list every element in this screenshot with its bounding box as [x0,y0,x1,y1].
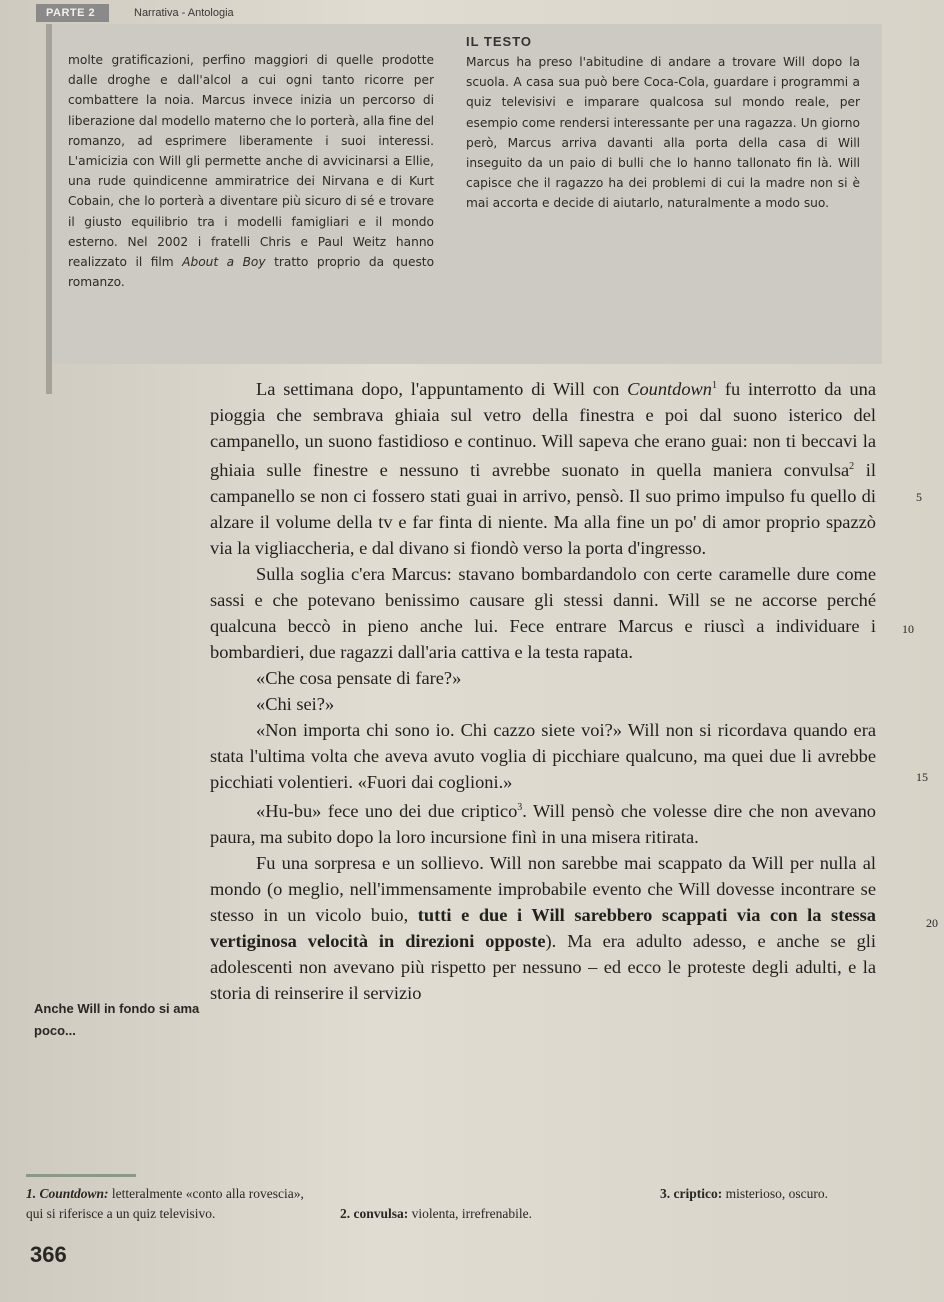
footnote-rule [26,1174,136,1177]
intro-left-text-end: tratto proprio da questo romanzo. [68,255,435,290]
paragraph-1 [210,373,876,561]
p6-text-b: . Will pensò che volesse dire che non avevano paura, ma subito dopo la loro incursione finì in una misera ritirata. [210,801,876,848]
p7-bold-text: tutti e due i Will sarebbero scappati via con la stessa vertiginosa velocità in direzioni opposte [210,905,876,952]
line-number-20: 20 [926,916,938,930]
footnote-mark-3: 3 [517,802,523,814]
paragraph-2: Sulla soglia c'era Marcus: stavano bombardandolo con certe caramelle dure come sassi e che potevano benissimo causare gli stessi danni. Will se ne accorse perché qualcuna beccò in pieno anche lui. Fece entrare Marcus e riuscì a individuare i bombardieri, due ragazzi dall'aria cattiva e la testa rapata. [210,564,876,663]
p1-text-a: La settimana dopo, l'appuntamento di Will con [256,379,628,400]
line-number-5: 5 [916,490,922,504]
footnote-3-label: 3. criptico: [660,1186,723,1201]
p7-text-a: Fu una sorpresa e un sollievo. Will non sarebbe mai scappato da Will per nulla al mondo (o meglio, nell'immensamente improbabile evento che Will dovesse incontrare se stesso in un vicolo buio, [210,853,876,926]
section-label: PARTE 2 [36,4,109,22]
paragraph-6 [210,795,876,850]
intro-right-text: Marcus ha preso l'abitudine di andare a trovare Will dopo la scuola. A casa sua può bere Coca-Cola, guardare i programmi a quiz televisivi e imparare qualcosa sul mondo reale, per esempio come rendersi interessante per una ragazza. Un giorno però, Marcus arriva davanti alla porta della casa di Will inseguito da un paio di bulli che lo hanno tallonato fin là. Will capisce che il ragazzo ha dei problemi di cui la madre non si è mai accorta e decide di aiutarlo, naturalmente a modo suo. [466,55,860,211]
box-heading: IL TESTO [466,34,533,49]
footnote-mark-1: 1 [712,380,717,391]
intro-right-column [466,32,860,214]
p7-text-b: ). Ma era adulto adesso, e anche se gli adolescenti non avevano più rispetto per nessuno – ed ecco le proteste degli adulti, e la storia di reinserire il servizio [210,931,876,1004]
paragraph-4: «Chi sei?» [256,694,335,715]
section-title: Narrativa - Antologia [134,7,234,19]
footnote-1-label: 1. Countdown: [26,1186,109,1201]
intro-left-text: molte gratificazioni, perfino maggiori di quelle prodotte dalle droghe e dall'alcol a cui ogni tanto ricorre per combattere la noia. Marcus invece inizia un percorso di liberazione dal modello materno che lo porterà, alla fine del romanzo, ad esprimere liberamente i suoi interessi. L'amicizia con Will gli permette anche di avvicinarsi a Ellie, una rude quindicenne ammiratrice dei Nirvana e di Kurt Cobain, che lo porterà a diventare più sicuro di sé e trovare il giusto equilibrio tra i modelli famigliari e il mondo esterno. Nel 2002 i fratelli Chris e Paul Weitz hanno realizzato il film [68,53,434,270]
footnote-2 [340,1204,630,1224]
p6-text-a: «Hu-bu» fece uno dei due criptico [256,801,518,822]
line-number-15: 15 [916,770,928,784]
p1-text-b: fu interrotto da una pioggia che sembrava ghiaia sul vetro della finestra e poi dal suono isterico del campanello, un suono fastidioso e continuo. Will sapeva che erano guai: non ti beccavi la ghiaia sulle finestre e nessuno ti avrebbe suonato in quella maniera convulsa [210,379,876,481]
footnote-3 [660,1184,930,1204]
p1-text-c: il campanello se non ci fossero stati guai in arrivo, pensò. Il suo primo impulso fu quello di alzare il volume della tv e far finta di niente. Ma alla fine un po' di amor proprio spazzò via la vigliaccheria, e dal divano si fiondò verso la porta d'ingresso. [210,460,876,559]
main-text [210,373,876,1006]
paragraph-5: «Non importa chi sono io. Chi cazzo siete voi?» Will non si ricordava quando era stata l'ultima volta che aveva avuto voglia di picchiare qualcuno, ma quei due li avrebbe picchiati volentieri. «Fuori dai coglioni.» [210,720,876,793]
intro-side-bar [46,24,52,394]
countdown-title: Countdown [627,379,712,400]
footnote-3-text: misterioso, oscuro. [722,1186,828,1201]
line-number-10: 10 [902,622,914,636]
film-title: About a Boy [182,255,266,270]
page-number: 366 [30,1242,67,1267]
intro-left-column [68,50,434,292]
paragraph-7 [210,850,876,1006]
paragraph-3: «Che cosa pensate di fare?» [256,668,462,689]
footnote-mark-2: 2 [849,461,855,473]
side-note: Anche Will in fondo si ama poco... [34,1001,200,1038]
footnote-2-label: 2. convulsa: [340,1206,409,1221]
footnote-1 [26,1184,316,1224]
footnote-2-text: violenta, irrefrenabile. [408,1206,532,1221]
footnote-1-text: letteralmente «conto alla rovescia», qui si riferisce a un quiz televisivo. [26,1186,304,1221]
